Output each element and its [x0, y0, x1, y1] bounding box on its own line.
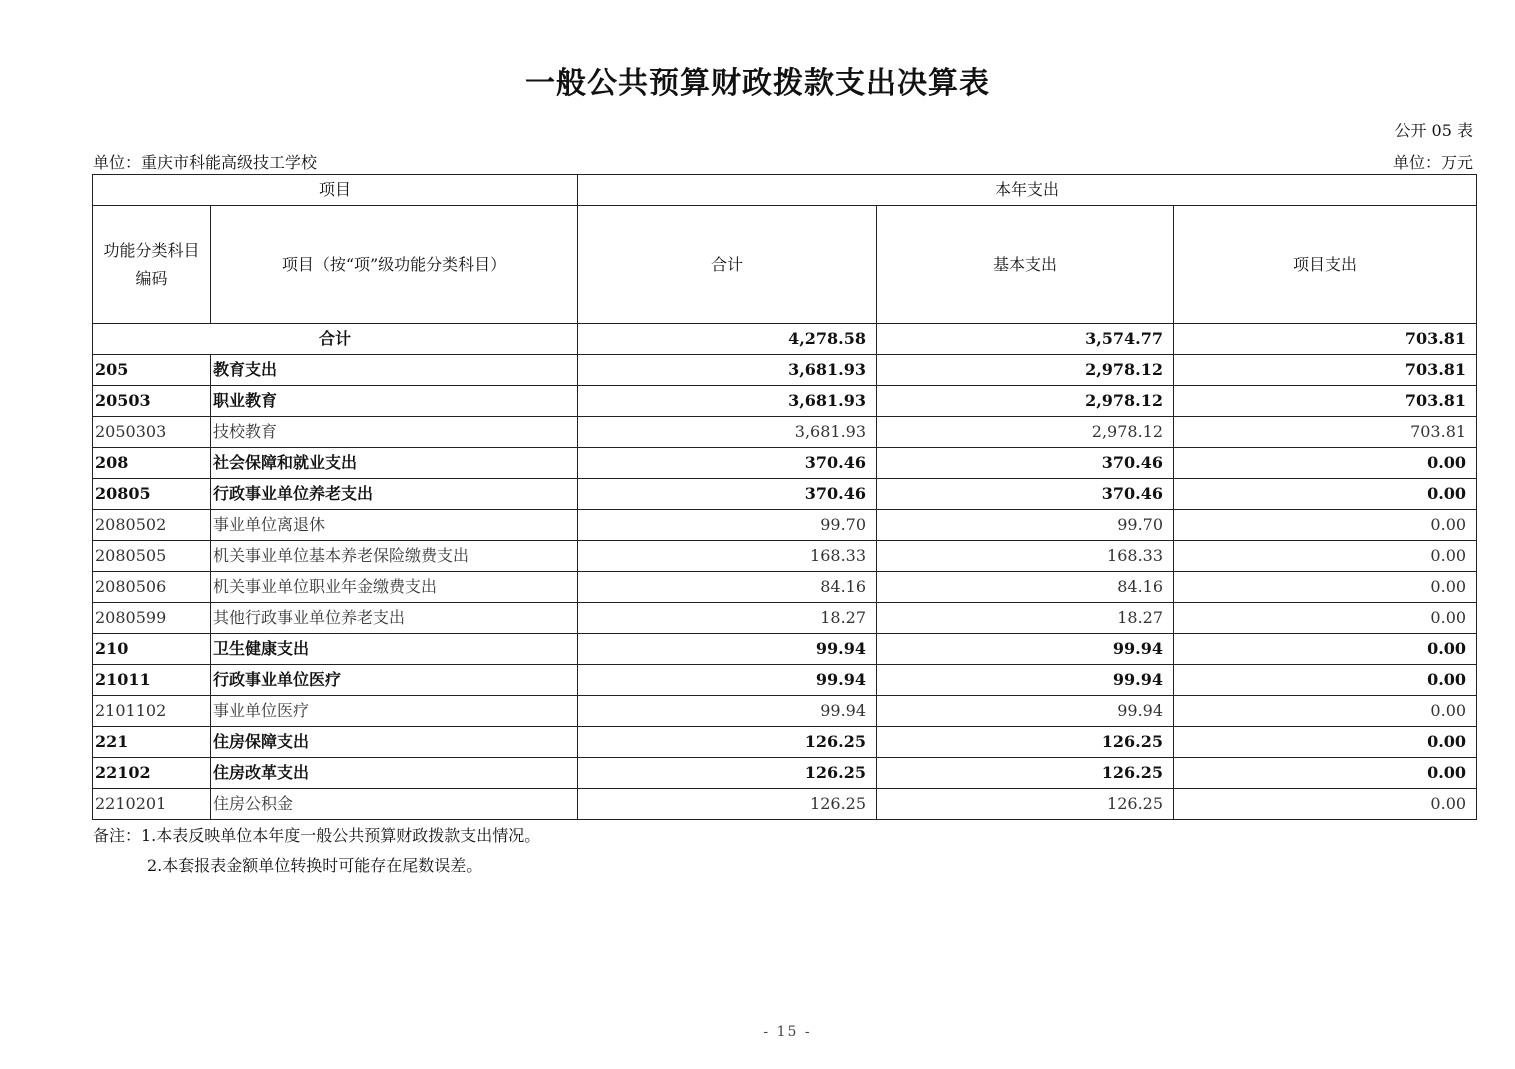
- table-row: [93, 479, 1477, 510]
- row-name: 事业单位离退休: [211, 510, 578, 541]
- table-row: [93, 386, 1477, 417]
- row-program: 0.00: [1174, 541, 1477, 572]
- row-basic: 84.16: [877, 572, 1174, 603]
- header-row-2: [93, 206, 1477, 324]
- expenditure-table: [92, 174, 1477, 820]
- row-total: 168.33: [578, 541, 877, 572]
- table-row: [93, 696, 1477, 727]
- row-program: 0.00: [1174, 665, 1477, 696]
- row-code: 221: [93, 727, 211, 758]
- row-code: 2101102: [93, 696, 211, 727]
- row-name: 住房保障支出: [211, 727, 578, 758]
- row-total: 99.70: [578, 510, 877, 541]
- row-program: 703.81: [1174, 417, 1477, 448]
- row-basic: 99.94: [877, 634, 1174, 665]
- row-code: 2210201: [93, 789, 211, 820]
- row-basic: 126.25: [877, 789, 1174, 820]
- row-code: 2080502: [93, 510, 211, 541]
- row-code: 21011: [93, 665, 211, 696]
- page-title: 一般公共预算财政拨款支出决算表: [525, 66, 990, 101]
- row-total: 84.16: [578, 572, 877, 603]
- row-total: 18.27: [578, 603, 877, 634]
- row-name: 社会保障和就业支出: [211, 448, 578, 479]
- row-total: 3,681.93: [578, 355, 877, 386]
- page-number: - 15 -: [763, 1024, 812, 1040]
- row-total: 99.94: [578, 665, 877, 696]
- reporting-unit: 单位：重庆市科能高级技工学校: [93, 153, 318, 172]
- total-row: [93, 324, 1477, 355]
- row-code: 210: [93, 634, 211, 665]
- row-basic: 99.94: [877, 696, 1174, 727]
- row-name: 职业教育: [211, 386, 578, 417]
- row-basic: 370.46: [877, 448, 1174, 479]
- note-1: 备注：1.本表反映单位本年度一般公共预算财政拨款支出情况。: [93, 826, 541, 845]
- row-name: 卫生健康支出: [211, 634, 578, 665]
- table-row: [93, 634, 1477, 665]
- row-total: 126.25: [578, 727, 877, 758]
- table-row: [93, 510, 1477, 541]
- total-amount: 4,278.58: [578, 324, 877, 355]
- row-name: 行政事业单位养老支出: [211, 479, 578, 510]
- header-basic: 基本支出: [877, 206, 1174, 324]
- row-basic: 370.46: [877, 479, 1174, 510]
- row-basic: 99.70: [877, 510, 1174, 541]
- row-program: 0.00: [1174, 727, 1477, 758]
- table-row: [93, 665, 1477, 696]
- row-program: 0.00: [1174, 448, 1477, 479]
- row-name: 机关事业单位职业年金缴费支出: [211, 572, 578, 603]
- row-total: 99.94: [578, 634, 877, 665]
- total-label: 合计: [93, 324, 578, 355]
- table-row: [93, 727, 1477, 758]
- row-program: 0.00: [1174, 789, 1477, 820]
- row-code: 208: [93, 448, 211, 479]
- row-code: 20805: [93, 479, 211, 510]
- table-body: [93, 175, 1477, 820]
- header-code: 功能分类科目编码: [93, 206, 211, 324]
- table-row: [93, 355, 1477, 386]
- total-basic: 3,574.77: [877, 324, 1174, 355]
- row-total: 99.94: [578, 696, 877, 727]
- row-basic: 2,978.12: [877, 417, 1174, 448]
- notes: [93, 821, 540, 881]
- row-total: 126.25: [578, 789, 877, 820]
- row-basic: 126.25: [877, 758, 1174, 789]
- table-row: [93, 541, 1477, 572]
- row-basic: 18.27: [877, 603, 1174, 634]
- row-total: 3,681.93: [578, 386, 877, 417]
- row-name: 住房公积金: [211, 789, 578, 820]
- row-name: 住房改革支出: [211, 758, 578, 789]
- row-name: 其他行政事业单位养老支出: [211, 603, 578, 634]
- table-row: [93, 448, 1477, 479]
- row-name: 教育支出: [211, 355, 578, 386]
- row-program: 0.00: [1174, 634, 1477, 665]
- row-program: 0.00: [1174, 603, 1477, 634]
- row-code: 205: [93, 355, 211, 386]
- row-total: 3,681.93: [578, 417, 877, 448]
- note-2: 2.本套报表金额单位转换时可能存在尾数误差。: [147, 856, 483, 875]
- row-code: 2050303: [93, 417, 211, 448]
- row-program: 0.00: [1174, 696, 1477, 727]
- row-basic: 126.25: [877, 727, 1174, 758]
- header-total: 合计: [578, 206, 877, 324]
- row-basic: 168.33: [877, 541, 1174, 572]
- header-this-year: 本年支出: [578, 175, 1477, 206]
- row-code: 2080505: [93, 541, 211, 572]
- table-row: [93, 789, 1477, 820]
- row-program: 0.00: [1174, 479, 1477, 510]
- row-basic: 99.94: [877, 665, 1174, 696]
- table-row: [93, 417, 1477, 448]
- row-name: 机关事业单位基本养老保险缴费支出: [211, 541, 578, 572]
- row-total: 370.46: [578, 448, 877, 479]
- table-row: [93, 758, 1477, 789]
- header-row-1: [93, 175, 1477, 206]
- row-code: 22102: [93, 758, 211, 789]
- row-name: 事业单位医疗: [211, 696, 578, 727]
- row-program: 703.81: [1174, 355, 1477, 386]
- table-row: [93, 572, 1477, 603]
- row-basic: 2,978.12: [877, 355, 1174, 386]
- row-total: 370.46: [578, 479, 877, 510]
- header-program: 项目支出: [1174, 206, 1477, 324]
- row-code: 20503: [93, 386, 211, 417]
- total-program: 703.81: [1174, 324, 1477, 355]
- row-name: 技校教育: [211, 417, 578, 448]
- row-program: 0.00: [1174, 758, 1477, 789]
- header-project: 项目: [93, 175, 578, 206]
- form-number: 公开 05 表: [1394, 121, 1473, 140]
- row-program: 0.00: [1174, 572, 1477, 603]
- row-code: 2080599: [93, 603, 211, 634]
- row-basic: 2,978.12: [877, 386, 1174, 417]
- row-program: 703.81: [1174, 386, 1477, 417]
- row-name: 行政事业单位医疗: [211, 665, 578, 696]
- row-total: 126.25: [578, 758, 877, 789]
- currency-unit: 单位：万元: [1392, 153, 1473, 172]
- header-name: 项目（按“项”级功能分类科目）: [211, 206, 578, 324]
- row-code: 2080506: [93, 572, 211, 603]
- table-row: [93, 603, 1477, 634]
- row-program: 0.00: [1174, 510, 1477, 541]
